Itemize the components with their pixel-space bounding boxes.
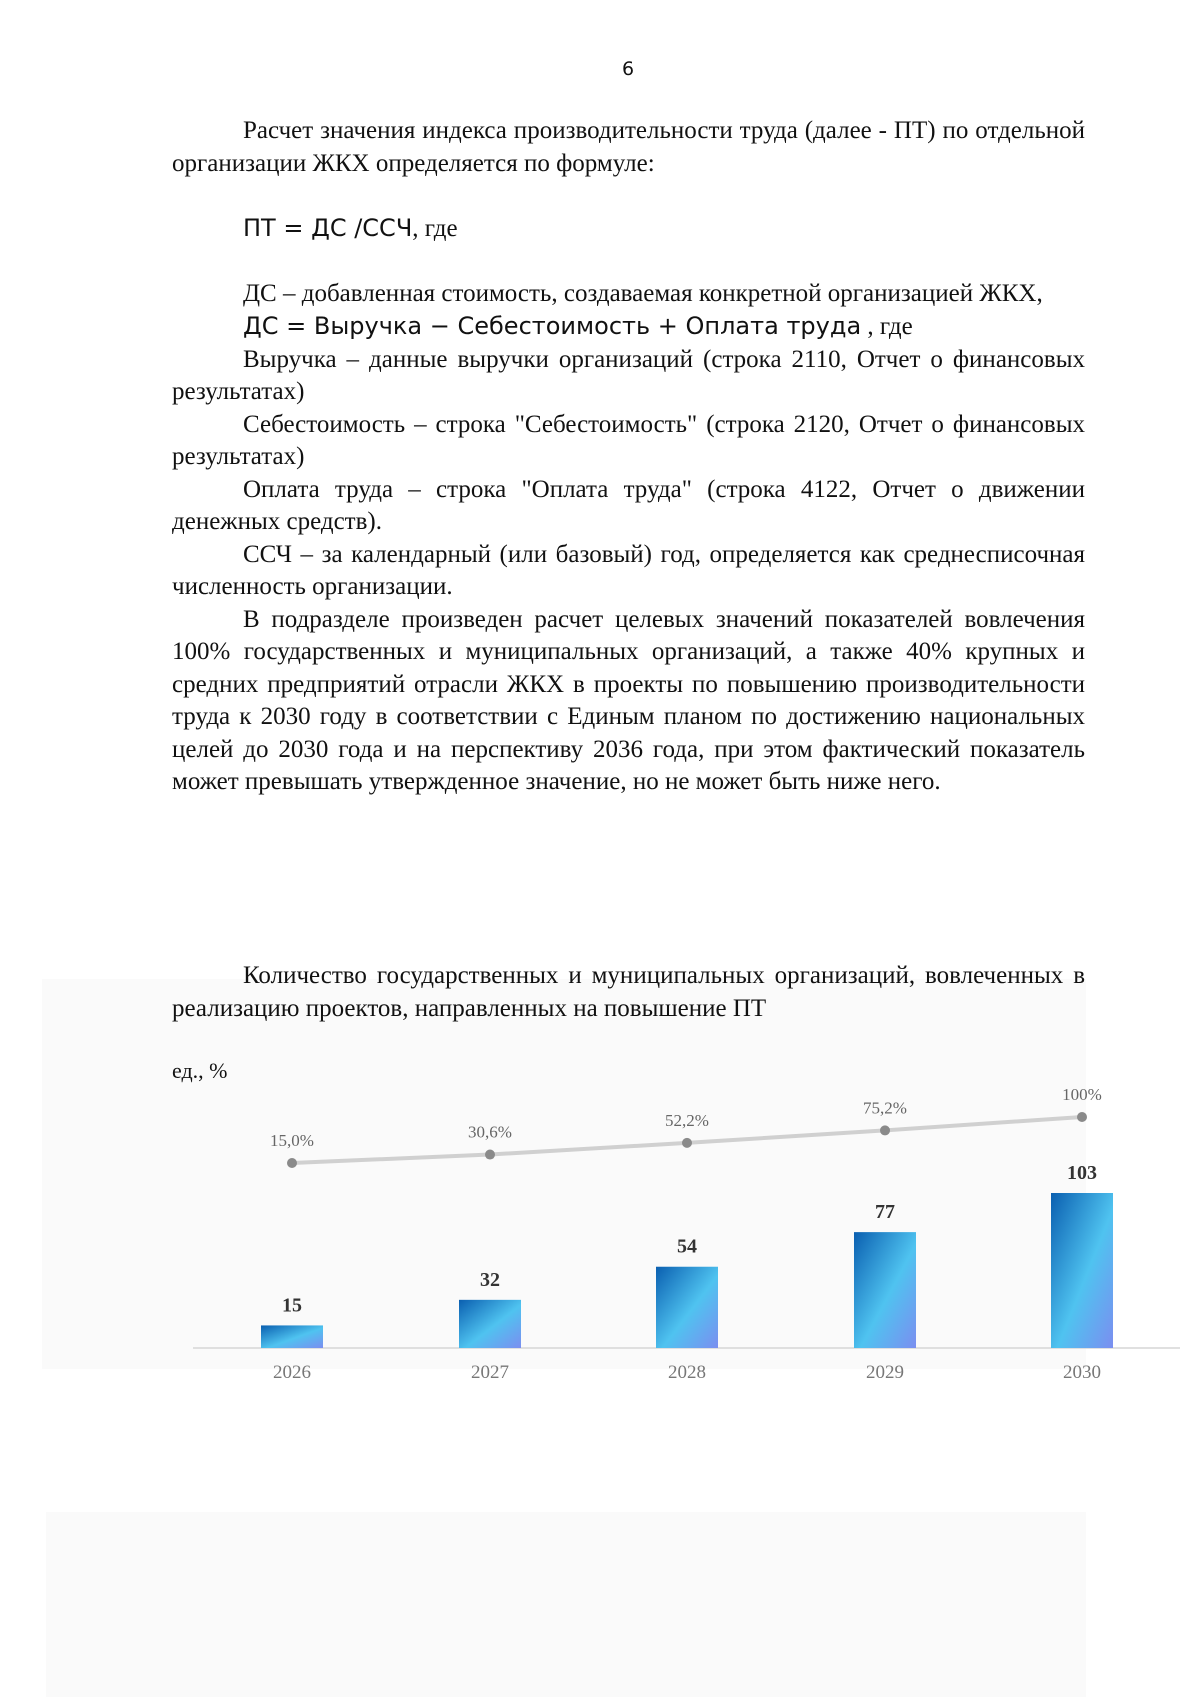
paragraph-salary: Оплата труда – строка "Оплата труда" (строка 4122, Отчет о движении денежных средств).: [172, 475, 1085, 535]
x-tick-label-2029: 2029: [866, 1362, 904, 1383]
bar-2027: [459, 1300, 521, 1348]
paragraph-pt-definition: Расчет значения индекса производительности труда (далее - ПТ) по отдельной организации ЖКХ определяется по формуле:: [172, 117, 1085, 177]
percentage-label-2030: 100%: [1062, 1085, 1102, 1104]
chart-y-unit-label: ед., %: [172, 1058, 228, 1083]
formula-pt-expression: ПТ = ДС /ССЧ: [243, 214, 413, 242]
x-tick-label-2030: 2030: [1063, 1362, 1101, 1383]
bar-value-label-2027: 32: [480, 1268, 500, 1291]
percentage-marker-2026: [287, 1158, 297, 1168]
chart-title-text: Количество государственных и муниципальных организаций, вовлеченных в реализацию проектов, направленных на повышение ПТ: [172, 962, 1085, 1022]
formula-ds-suffix: , где: [861, 313, 913, 340]
percentage-marker-2027: [485, 1150, 495, 1160]
paragraph-cost: Себестоимость – строка "Себестоимость" (строка 2120, Отчет о финансовых результатах): [172, 410, 1085, 470]
paragraph-targets: В подразделе произведен расчет целевых значений показателей вовлечения 100% государственных и муниципальных организаций, а также 40% крупных и средних предприятий отрасли ЖКХ в проекты по повышению производительности труда к 2030 году в соответствии с Единым планом по достижению национальных целей до 2030 года и на перспективу 2036 года, при этом фактический показатель может превышать утвержденное значение, но не может быть ниже него.: [172, 605, 1085, 795]
bar-2030: [1051, 1193, 1113, 1348]
bar-value-label-2029: 77: [875, 1201, 895, 1224]
percentage-label-2027: 30,6%: [468, 1122, 512, 1142]
paragraph-ds-definition: ДС – добавленная стоимость, создаваемая конкретной организацией ЖКХ,: [243, 279, 1043, 307]
x-tick-label-2026: 2026: [273, 1362, 311, 1383]
x-tick-label-2027: 2027: [471, 1362, 509, 1383]
bar-value-label-2026: 15: [282, 1294, 302, 1317]
formula-pt-suffix: , где: [412, 215, 458, 242]
paragraph-headcount: ССЧ – за календарный (или базовый) год, определяется как среднесписочная численность организации.: [172, 540, 1085, 600]
bar-2029: [854, 1232, 916, 1348]
paragraph-revenue: Выручка – данные выручки организаций (строка 2110, Отчет о финансовых результатах): [172, 345, 1085, 405]
x-tick-label-2028: 2028: [668, 1362, 706, 1383]
page-number: 6: [621, 58, 635, 80]
percentage-marker-2028: [682, 1138, 692, 1148]
bar-value-label-2030: 103: [1067, 1162, 1097, 1184]
percentage-label-2026: 15,0%: [270, 1131, 314, 1150]
bar-2028: [656, 1267, 718, 1348]
bar-2026: [261, 1325, 323, 1348]
percentage-marker-2030: [1077, 1112, 1087, 1122]
percentage-marker-2029: [880, 1125, 890, 1135]
percentage-label-2029: 75,2%: [863, 1098, 907, 1118]
formula-ds-expression: ДС = Выручка − Себестоимость + Оплата труда: [243, 312, 862, 340]
percentage-label-2028: 52,2%: [665, 1110, 709, 1130]
bar-value-label-2028: 54: [677, 1235, 697, 1258]
